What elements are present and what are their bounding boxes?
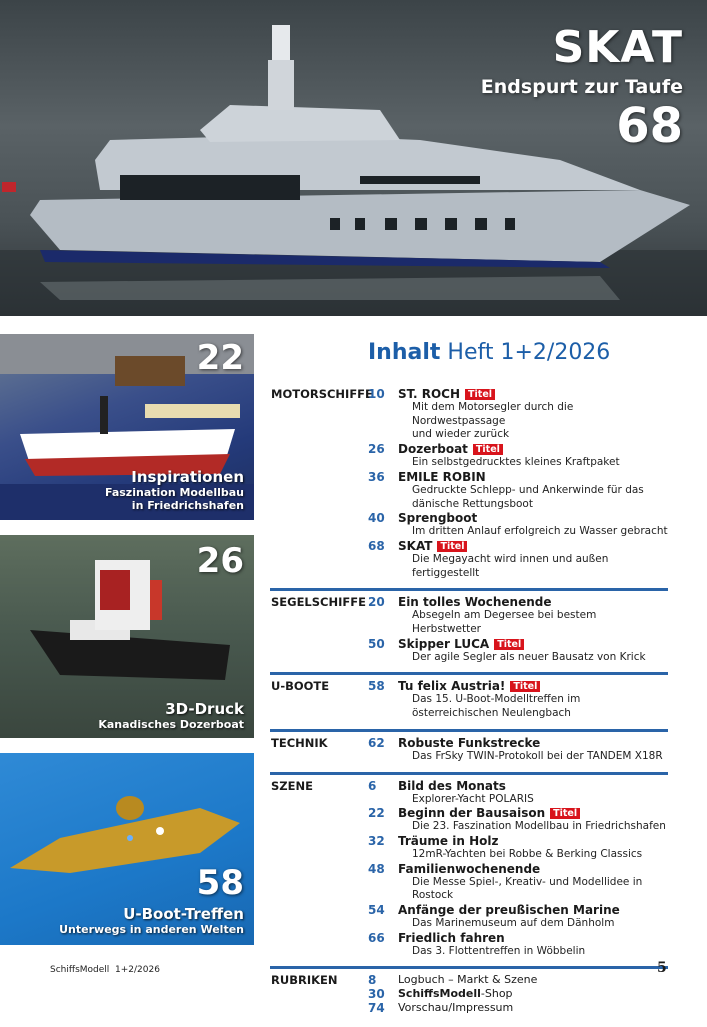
- entry-title: [398, 637, 668, 651]
- entry-title: [398, 862, 668, 876]
- toc-section: [270, 595, 668, 675]
- footer-magazine: [50, 965, 160, 975]
- toc-entry[interactable]: [270, 736, 668, 764]
- entry-description: Die Megayacht wird innen und außen fertiggestellt: [412, 552, 609, 579]
- toc-heading: [368, 340, 610, 365]
- entry-title-text: Familienwochenende: [398, 861, 541, 876]
- footer-issue: 1+2/2026: [115, 965, 160, 975]
- caption-title: Inspirationen: [131, 468, 244, 486]
- entry-description: dänische Rettungsboot: [412, 497, 533, 510]
- entry-page-number: 22: [368, 806, 385, 821]
- entry-title-text: Tu felix Austria!: [398, 679, 506, 694]
- cover-title: SKAT: [552, 22, 683, 73]
- toc-entry[interactable]: [270, 987, 668, 1001]
- entry-page-number: 58: [368, 679, 385, 694]
- entry-title: [398, 470, 668, 484]
- entry-title-text: Anfänge der preußischen Marine: [398, 903, 620, 918]
- entry-title: [398, 539, 668, 553]
- entry-title: [398, 973, 668, 987]
- entry-title: [398, 511, 668, 525]
- entry-title-text: Skipper LUCA: [398, 636, 490, 651]
- entry-title-text: Sprengboot: [398, 511, 478, 526]
- entry-title-text: Beginn der Bausaison: [398, 806, 546, 821]
- entry-title-text: Friedlich fahren: [398, 930, 505, 945]
- titel-badge: Titel: [437, 541, 467, 552]
- photo-page-number: 26: [196, 541, 244, 581]
- toc-section: [270, 779, 668, 970]
- entry-title-text: Bild des Monats: [398, 778, 506, 793]
- section-label: SEGELSCHIFFE: [271, 595, 366, 610]
- entry-description: Gedruckte Schlepp- und Ankerwinde für das: [412, 483, 644, 496]
- photo-caption: [98, 700, 244, 731]
- entry-page-number: 20: [368, 595, 385, 610]
- entry-page-number: 8: [368, 973, 377, 988]
- entry-title-text: -Shop: [480, 987, 513, 1001]
- entry-page-number: 6: [368, 778, 377, 793]
- entry-title-text: ST. ROCH: [398, 387, 461, 401]
- entry-title: [398, 595, 668, 609]
- entry-title: [398, 387, 668, 401]
- toc-entry[interactable]: [270, 595, 668, 636]
- entry-title: [398, 679, 668, 693]
- caption-subtitle: Faszination Modellbau: [104, 486, 244, 499]
- toc-entry[interactable]: [270, 806, 668, 834]
- caption-title: U-Boot-Treffen: [123, 905, 244, 923]
- entry-title: [398, 806, 668, 820]
- entry-title-text: Ein tolles Wochenende: [398, 595, 552, 610]
- titel-badge: Titel: [550, 808, 580, 819]
- photo-3d-druck: [0, 535, 254, 738]
- entry-description: Im dritten Anlauf erfolgreich zu Wasser gebracht: [412, 525, 668, 538]
- caption-subtitle: in Friedrichshafen: [131, 499, 244, 512]
- toc-section: [270, 387, 668, 591]
- table-of-contents: [270, 387, 668, 1027]
- entry-page-number: 54: [368, 903, 385, 918]
- toc-entry[interactable]: [270, 1001, 668, 1015]
- toc-entry[interactable]: [270, 931, 668, 959]
- toc-entry[interactable]: [270, 834, 668, 862]
- titel-badge: Titel: [465, 389, 495, 400]
- toc-entry[interactable]: [270, 679, 668, 720]
- entry-description: 12mR-Yachten bei Robbe & Berking Classics: [412, 847, 643, 860]
- entry-page-number: 66: [368, 930, 385, 945]
- toc-entry[interactable]: [270, 903, 668, 931]
- entry-title-text: Träume in Holz: [398, 833, 499, 848]
- entry-title: [398, 987, 668, 1001]
- titel-badge: Titel: [494, 639, 524, 650]
- toc-entry[interactable]: [270, 637, 668, 665]
- toc-section: [270, 736, 668, 775]
- section-label: TECHNIK: [271, 735, 328, 750]
- caption-subtitle: Kanadisches Dozerboat: [98, 718, 244, 731]
- section-label: RUBRIKEN: [271, 973, 338, 988]
- caption-subtitle: Unterwegs in anderen Welten: [59, 923, 244, 936]
- photo-u-boot-treffen: [0, 753, 254, 945]
- entry-page-number: 40: [368, 511, 385, 526]
- entry-description: Die 23. Faszination Modellbau in Friedrichshafen: [412, 820, 666, 833]
- entry-title-text: EMILE ROBIN: [398, 469, 486, 484]
- entry-title: [398, 736, 668, 750]
- toc-section: [270, 679, 668, 731]
- entry-description: Der agile Segler als neuer Bausatz von Krick: [412, 650, 646, 663]
- entry-page-number: 48: [368, 861, 385, 876]
- entry-page-number: 74: [368, 1001, 385, 1016]
- entry-description: Explorer-Yacht POLARIS: [412, 792, 534, 805]
- cover-page-number: 68: [616, 98, 683, 154]
- toc-entry[interactable]: [270, 862, 668, 903]
- entry-title-text: Logbuch – Markt & Szene: [398, 973, 538, 987]
- section-label: U-BOOTE: [271, 679, 330, 694]
- entry-description: Das 3. Flottentreffen in Wöbbelin: [412, 944, 586, 957]
- toc-entry[interactable]: [270, 470, 668, 511]
- entry-title: [398, 779, 668, 793]
- toc-heading-bold: Inhalt: [368, 340, 441, 365]
- titel-badge: Titel: [510, 681, 540, 692]
- entry-title-brand: SchiffsModell: [398, 987, 481, 1001]
- entry-description: Mit dem Motorsegler durch die Nordwestpassage: [412, 401, 574, 427]
- entry-description: Absegeln am Degersee bei bestem Herbstwetter: [412, 609, 597, 636]
- entry-page-number: 62: [368, 735, 385, 750]
- entry-description: österreichischen Neulengbach: [412, 707, 571, 720]
- photo-caption: [105, 468, 244, 512]
- entry-page-number: 10: [368, 387, 385, 401]
- entry-description: und wieder zurück: [412, 428, 510, 441]
- cover-subtitle: Endspurt zur Taufe: [480, 76, 683, 98]
- entry-description: Das FrSky TWIN-Protokoll bei der TANDEM X18R: [412, 749, 663, 762]
- photo-inspirationen: [0, 334, 254, 520]
- entry-title: [398, 903, 668, 917]
- entry-page-number: 26: [368, 442, 385, 457]
- caption-title: 3D-Druck: [165, 700, 244, 718]
- photo-caption: [59, 905, 244, 936]
- toc-entry[interactable]: [270, 511, 668, 539]
- entry-title: [398, 834, 668, 848]
- entry-title: [398, 1001, 668, 1015]
- entry-description: Ein selbstgedrucktes kleines Kraftpaket: [412, 456, 620, 469]
- entry-page-number: 30: [368, 987, 385, 1002]
- entry-title-text: Vorschau/Impressum: [398, 1001, 514, 1015]
- entry-title-text: SKAT: [398, 538, 433, 553]
- toc-entry[interactable]: [270, 779, 668, 807]
- entry-page-number: 36: [368, 469, 385, 484]
- page-number: 5: [657, 960, 667, 976]
- entry-title: [398, 442, 668, 456]
- entry-title-text: Dozerboat: [398, 442, 468, 457]
- entry-description: Das 15. U-Boot-Modelltreffen im: [412, 693, 581, 706]
- entry-description: Das Marinemuseum auf dem Dänholm: [412, 917, 615, 930]
- entry-description: Die Messe Spiel-, Kreativ- und Modellidee in Rostock: [412, 875, 643, 902]
- entry-title: [398, 931, 668, 945]
- entry-page-number: 68: [368, 538, 385, 553]
- entry-page-number: 50: [368, 636, 385, 651]
- toc-entry[interactable]: [270, 442, 668, 470]
- photo-page-number: 22: [196, 338, 244, 378]
- titel-badge: Titel: [473, 444, 503, 455]
- section-label: SZENE: [271, 778, 313, 793]
- photo-page-number: 58: [196, 863, 244, 903]
- toc-heading-issue: Heft 1+2/2026: [447, 340, 611, 365]
- footer-magazine-name: SchiffsModell: [50, 965, 110, 975]
- toc-section: [270, 973, 668, 1023]
- entry-title-text: Robuste Funkstrecke: [398, 735, 541, 750]
- cover-photo-skat: [0, 0, 707, 316]
- toc-entry[interactable]: [270, 539, 668, 580]
- toc-entry[interactable]: [270, 387, 668, 442]
- section-label: MOTORSCHIFFE: [271, 387, 373, 401]
- entry-page-number: 32: [368, 833, 385, 848]
- toc-entry[interactable]: [270, 973, 668, 987]
